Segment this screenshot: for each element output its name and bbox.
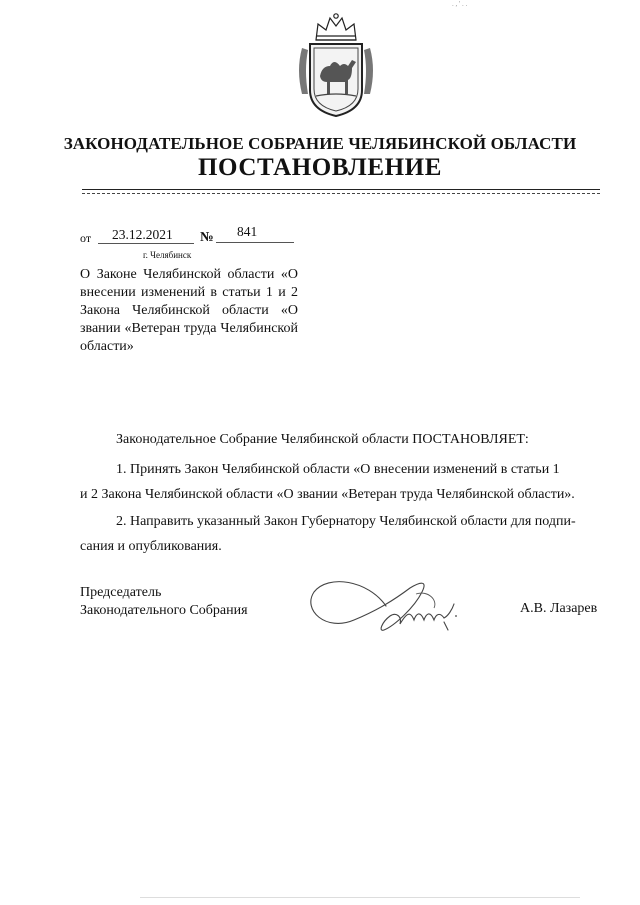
document-type-heading: ПОСТАНОВЛЕНИЕ [197, 154, 443, 181]
place-label: г. Челябинск [143, 250, 192, 260]
preamble: Законодательное Собрание Челябинской области ПОСТАНОВЛЯЕТ: [116, 432, 529, 447]
date-prefix: от [80, 231, 92, 245]
document-title: О Законе Челябинской области «О внесении изменений в статьи 1 и 2 Закона Челябинской области «О звании «Ветеран труда Челябинской области» [80, 267, 298, 354]
item-2-line-1: 2. Направить указанный Закон Губернатору Челябинской области для подпи- [116, 514, 576, 529]
item-1-line-1: 1. Принять Закон Челябинской области «О внесении изменений в статьи 1 [116, 462, 560, 477]
bottom-scan-edge [140, 897, 580, 898]
item-1-line-2: и 2 Закона Челябинской области «О звании «Ветеран труда Челябинской области». [80, 487, 575, 502]
header-rule [82, 189, 600, 190]
header-rule-dashed [82, 193, 600, 194]
handwritten-signature [298, 570, 468, 640]
number-prefix: № [200, 229, 214, 244]
number-underline [216, 242, 294, 243]
corner-marks: . , ' . . [452, 0, 468, 8]
date-underline [98, 243, 194, 244]
position-line-2: Законодательного Собрания [80, 603, 248, 618]
signatory-name: А.В. Лазарев [520, 601, 598, 616]
item-2-line-2: сания и опубликования. [80, 539, 222, 554]
position-line-1: Председатель [80, 585, 162, 600]
document-date: 23.12.2021 [112, 227, 173, 242]
organization-name: ЗАКОНОДАТЕЛЬНОЕ СОБРАНИЕ ЧЕЛЯБИНСКОЙ ОБЛАСТИ [63, 134, 577, 153]
document-number: 841 [237, 224, 258, 239]
signatory-position [80, 584, 248, 620]
coat-of-arms-icon [290, 10, 382, 120]
